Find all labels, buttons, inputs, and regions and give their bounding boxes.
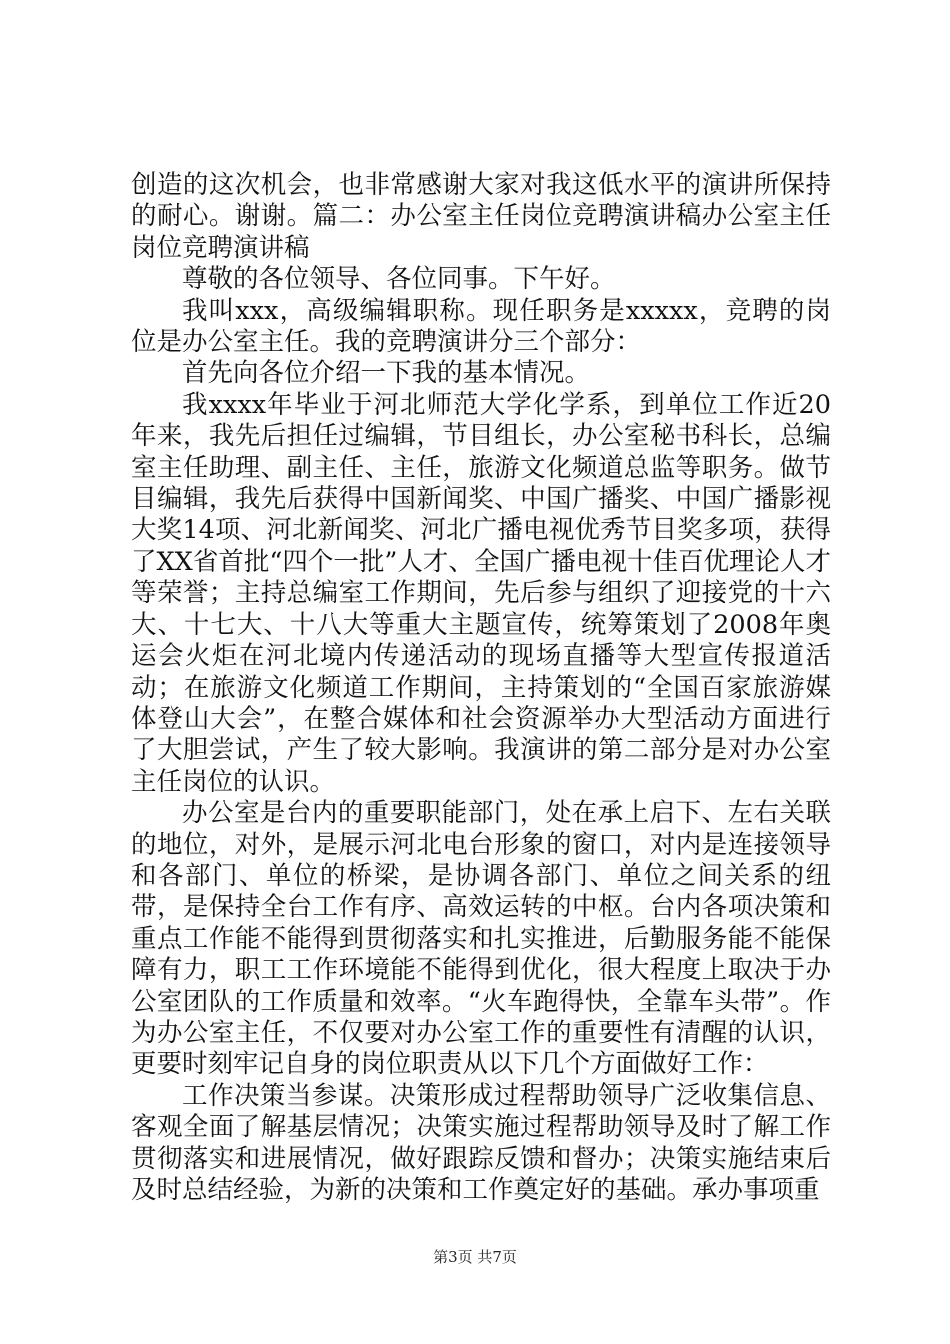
paragraph: 创造的这次机会，也非常感谢大家对我这低水平的演讲所保持的耐心。谢谢。篇二：办公室主任岗位竞聘演讲稿办公室主任岗位竞聘演讲稿 [131,170,831,263]
paragraph: 工作决策当参谋。决策形成过程帮助领导广泛收集信息、客观全面了解基层情况；决策实施过程帮助领导及时了解工作贯彻落实和进展情况，做好跟踪反馈和督办；决策实施结束后及时总结经验，为新的决策和工作奠定好的基础。承办事项重 [131,1080,831,1205]
document-body [131,170,831,1206]
paragraph: 办公室是台内的重要职能部门，处在承上启下、左右关联的地位，对外，是展示河北电台形象的窗口，对内是连接领导和各部门、单位的桥梁，是协调各部门、单位之间关系的纽带，是保持全台工作有序、高效运转的中枢。台内各项决策和重点工作能不能得到贯彻落实和扎实推进，后勤服务能不能保障有力，职工工作环境能不能得到优化，很大程度上取决于办公室团队的工作质量和效率。“火车跑得快，全靠车头带”。作为办公室主任，不仅要对办公室工作的重要性有清醒的认识，更要时刻牢记自身的岗位职责从以下几个方面做好工作： [131,798,831,1080]
paragraph: 首先向各位介绍一下我的基本情况。 [182,358,591,389]
page-footer: 第3页 共7页 [433,1248,517,1266]
paragraph: 我叫xxx，高级编辑职称。现任职务是xxxxx，竞聘的岗位是办公室主任。我的竞聘演讲分三个部分： [131,295,831,358]
paragraph: 尊敬的各位领导、各位同事。下午好。 [182,264,616,295]
paragraph: 我xxxx年毕业于河北师范大学化学系，到单位工作近20年来，我先后担任过编辑，节目组长，办公室秘书科长，总编室主任助理、副主任、主任，旅游文化频道总监等职务。做节目编辑，我先后获得中国新闻奖、中国广播奖、中国广播影视大奖14项、河北新闻奖、河北广播电视优秀节目奖多项，获得了XX省首批“四个一批”人才、全国广播电视十佳百优理论人才等荣誉；主持总编室工作期间，先后参与组织了迎接党的十六大、十七大、十八大等重大主题宣传，统筹策划了2008年奥运会火炬在河北境内传递活动的现场直播等大型宣传报道活动；在旅游文化频道工作期间，主持策划的“全国百家旅游媒体登山大会”，在整合媒体和社会资源举办大型活动方面进行了大胆尝试，产生了较大影响。我演讲的第二部分是对办公室主任岗位的认识。 [131,389,831,797]
